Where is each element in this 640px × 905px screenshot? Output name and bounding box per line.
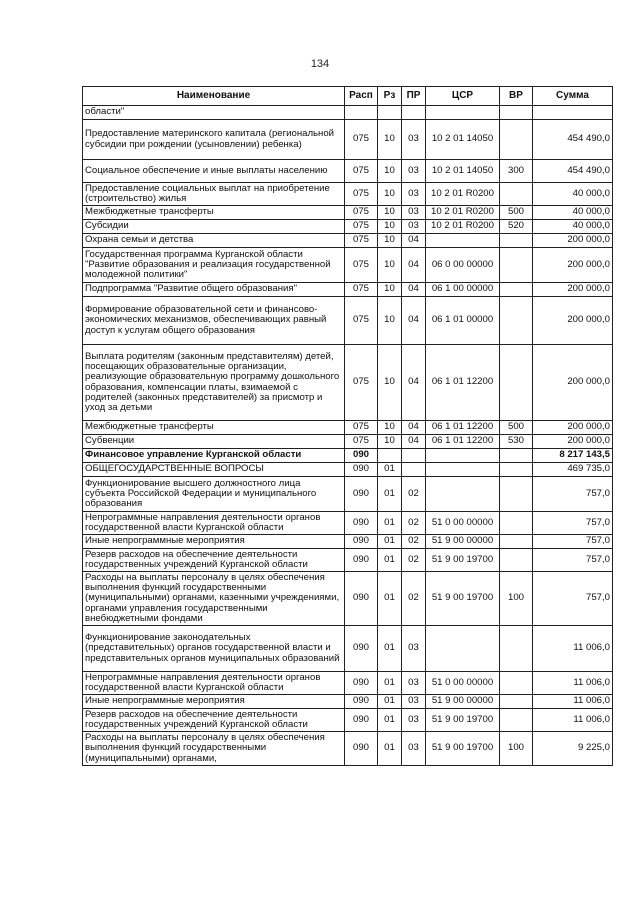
cell-csr (426, 477, 500, 512)
cell-vr (500, 297, 533, 345)
cell-sum: 40 000,0 (533, 183, 613, 206)
cell-rasp: 090 (345, 626, 378, 672)
cell-pr: 03 (402, 695, 426, 709)
cell-csr: 10 2 01 R0200 (426, 206, 500, 220)
table-row (83, 106, 613, 120)
cell-rasp: 075 (345, 234, 378, 248)
cell-rz: 10 (378, 297, 402, 345)
table-row (83, 283, 613, 297)
cell-name: Непрограммные направления деятельности органов государственной власти Курганской области (83, 512, 345, 535)
cell-pr: 03 (402, 120, 426, 160)
cell-csr: 06 1 00 00000 (426, 283, 500, 297)
cell-vr (500, 248, 533, 283)
cell-vr (500, 477, 533, 512)
cell-csr: 06 1 01 12200 (426, 421, 500, 435)
cell-vr: 530 (500, 435, 533, 449)
cell-csr: 51 9 00 19700 (426, 572, 500, 626)
cell-pr: 04 (402, 345, 426, 421)
cell-vr (500, 345, 533, 421)
cell-rasp: 090 (345, 672, 378, 695)
cell-vr (500, 672, 533, 695)
cell-name: Иные непрограммные мероприятия (83, 695, 345, 709)
cell-pr: 03 (402, 672, 426, 695)
cell-csr: 51 9 00 19700 (426, 549, 500, 572)
cell-name: ОБЩЕГОСУДАРСТВЕННЫЕ ВОПРОСЫ (83, 463, 345, 477)
cell-name: Охрана семьи и детства (83, 234, 345, 248)
cell-sum: 9 225,0 (533, 732, 613, 766)
cell-name: Финансовое управление Курганской области (83, 449, 345, 463)
cell-rz: 10 (378, 220, 402, 234)
cell-csr: 06 1 01 00000 (426, 297, 500, 345)
cell-rz: 10 (378, 183, 402, 206)
cell-pr: 03 (402, 732, 426, 766)
cell-csr: 10 2 01 R0200 (426, 220, 500, 234)
cell-name: Формирование образовательной сети и финансово-экономических механизмов, обеспечивающих равный доступ к услугам общего образования (83, 297, 345, 345)
cell-sum: 11 006,0 (533, 695, 613, 709)
cell-sum: 469 735,0 (533, 463, 613, 477)
cell-sum: 757,0 (533, 512, 613, 535)
cell-sum: 8 217 143,5 (533, 449, 613, 463)
cell-sum: 454 490,0 (533, 120, 613, 160)
cell-name: Социальное обеспечение и иные выплаты населению (83, 160, 345, 183)
cell-sum: 757,0 (533, 535, 613, 549)
header-rasp: Расп (345, 87, 378, 106)
cell-rz: 10 (378, 345, 402, 421)
cell-vr (500, 106, 533, 120)
cell-sum: 11 006,0 (533, 672, 613, 695)
cell-pr: 03 (402, 183, 426, 206)
table-row (83, 297, 613, 345)
cell-name: Резерв расходов на обеспечение деятельности государственных учреждений Курганской области (83, 709, 345, 732)
cell-sum: 200 000,0 (533, 248, 613, 283)
table-row (83, 626, 613, 672)
cell-pr: 02 (402, 535, 426, 549)
table-row (83, 449, 613, 463)
table-row (83, 512, 613, 535)
table-row (83, 549, 613, 572)
cell-rasp: 075 (345, 206, 378, 220)
cell-rz: 01 (378, 732, 402, 766)
cell-pr: 03 (402, 220, 426, 234)
cell-rasp: 090 (345, 572, 378, 626)
table-row (83, 695, 613, 709)
header-vr: ВР (500, 87, 533, 106)
cell-pr: 03 (402, 626, 426, 672)
table-header-row (83, 87, 613, 106)
cell-rasp: 090 (345, 512, 378, 535)
cell-pr (402, 449, 426, 463)
cell-rasp: 090 (345, 535, 378, 549)
cell-rasp (345, 106, 378, 120)
table-row (83, 248, 613, 283)
cell-rz: 01 (378, 709, 402, 732)
cell-sum (533, 106, 613, 120)
cell-rasp: 090 (345, 549, 378, 572)
cell-sum: 200 000,0 (533, 435, 613, 449)
cell-csr (426, 626, 500, 672)
cell-name: области" (83, 106, 345, 120)
cell-rasp: 090 (345, 463, 378, 477)
cell-rz: 10 (378, 160, 402, 183)
cell-rz: 10 (378, 421, 402, 435)
cell-pr: 02 (402, 477, 426, 512)
cell-rz: 01 (378, 477, 402, 512)
cell-rz: 01 (378, 463, 402, 477)
table-row (83, 477, 613, 512)
cell-pr: 02 (402, 512, 426, 535)
cell-pr: 03 (402, 206, 426, 220)
cell-vr: 100 (500, 732, 533, 766)
cell-sum: 40 000,0 (533, 206, 613, 220)
cell-vr (500, 183, 533, 206)
table-row (83, 206, 613, 220)
header-pr: ПР (402, 87, 426, 106)
cell-csr: 10 2 01 R0200 (426, 183, 500, 206)
cell-name: Расходы на выплаты персоналу в целях обеспечения выполнения функций государственными (муниципальными) органами, казенными учреждениями, органами управления государственными внебюджетными фондами (83, 572, 345, 626)
table-row (83, 345, 613, 421)
cell-csr: 10 2 01 14050 (426, 120, 500, 160)
cell-name: Резерв расходов на обеспечение деятельности государственных учреждений Курганской области (83, 549, 345, 572)
cell-rasp: 075 (345, 297, 378, 345)
cell-sum: 757,0 (533, 549, 613, 572)
table-row (83, 120, 613, 160)
table-row (83, 160, 613, 183)
cell-pr: 04 (402, 234, 426, 248)
cell-rz: 01 (378, 672, 402, 695)
cell-name: Расходы на выплаты персоналу в целях обеспечения выполнения функций государственными (муниципальными) органами, (83, 732, 345, 766)
cell-pr: 02 (402, 572, 426, 626)
header-rz: Рз (378, 87, 402, 106)
cell-pr: 04 (402, 248, 426, 283)
cell-rz: 01 (378, 572, 402, 626)
cell-name: Государственная программа Курганской области "Развитие образования и реализация государственной молодежной политики" (83, 248, 345, 283)
cell-pr: 04 (402, 435, 426, 449)
page-number: 134 (310, 58, 330, 70)
cell-pr (402, 106, 426, 120)
cell-sum: 200 000,0 (533, 297, 613, 345)
cell-vr: 500 (500, 421, 533, 435)
budget-table (82, 86, 613, 766)
cell-vr (500, 626, 533, 672)
cell-name: Субвенции (83, 435, 345, 449)
table-row (83, 572, 613, 626)
table-row (83, 421, 613, 435)
cell-vr: 100 (500, 572, 533, 626)
header-name: Наименование (83, 87, 345, 106)
cell-rz: 01 (378, 512, 402, 535)
cell-rasp: 075 (345, 435, 378, 449)
cell-csr: 51 9 00 00000 (426, 695, 500, 709)
cell-name: Предоставление материнского капитала (региональной субсидии при рождении (усыновлении) ребенка) (83, 120, 345, 160)
cell-sum: 40 000,0 (533, 220, 613, 234)
table-row (83, 672, 613, 695)
cell-name: Непрограммные направления деятельности органов государственной власти Курганской области (83, 672, 345, 695)
cell-csr: 06 1 01 12200 (426, 345, 500, 421)
cell-vr (500, 535, 533, 549)
cell-rasp: 090 (345, 709, 378, 732)
cell-sum: 454 490,0 (533, 160, 613, 183)
cell-csr: 51 0 00 00000 (426, 672, 500, 695)
cell-name: Функционирование законодательных (представительных) органов государственной власти и представительных органов муниципальных образований (83, 626, 345, 672)
cell-rz: 10 (378, 435, 402, 449)
cell-csr (426, 106, 500, 120)
cell-name: Субсидии (83, 220, 345, 234)
cell-rz: 10 (378, 120, 402, 160)
cell-vr: 300 (500, 160, 533, 183)
cell-rasp: 075 (345, 248, 378, 283)
table-row (83, 183, 613, 206)
cell-csr: 51 0 00 00000 (426, 512, 500, 535)
cell-sum: 11 006,0 (533, 626, 613, 672)
cell-rz: 01 (378, 626, 402, 672)
cell-rz: 10 (378, 206, 402, 220)
cell-rz: 10 (378, 283, 402, 297)
cell-sum: 757,0 (533, 572, 613, 626)
cell-name: Межбюджетные трансферты (83, 421, 345, 435)
cell-name: Межбюджетные трансферты (83, 206, 345, 220)
cell-vr (500, 512, 533, 535)
table-row (83, 220, 613, 234)
cell-rasp: 090 (345, 732, 378, 766)
cell-vr (500, 709, 533, 732)
cell-rasp: 090 (345, 477, 378, 512)
table-row (83, 535, 613, 549)
cell-csr (426, 234, 500, 248)
cell-pr (402, 463, 426, 477)
cell-rasp: 090 (345, 449, 378, 463)
cell-csr: 06 1 01 12200 (426, 435, 500, 449)
cell-pr: 03 (402, 709, 426, 732)
cell-csr: 51 9 00 19700 (426, 732, 500, 766)
cell-rasp: 075 (345, 421, 378, 435)
cell-pr: 02 (402, 549, 426, 572)
cell-sum: 757,0 (533, 477, 613, 512)
cell-rz (378, 106, 402, 120)
cell-name: Предоставление социальных выплат на приобретение (строительство) жилья (83, 183, 345, 206)
cell-vr (500, 234, 533, 248)
cell-rz: 10 (378, 234, 402, 248)
table-row (83, 732, 613, 766)
cell-name: Иные непрограммные мероприятия (83, 535, 345, 549)
cell-rasp: 090 (345, 695, 378, 709)
cell-csr (426, 463, 500, 477)
table-row (83, 435, 613, 449)
cell-rasp: 075 (345, 183, 378, 206)
table-row (83, 234, 613, 248)
cell-vr (500, 449, 533, 463)
cell-rz: 01 (378, 549, 402, 572)
cell-rz: 01 (378, 535, 402, 549)
cell-vr (500, 695, 533, 709)
cell-pr: 04 (402, 283, 426, 297)
cell-csr: 51 9 00 00000 (426, 535, 500, 549)
cell-sum: 200 000,0 (533, 283, 613, 297)
cell-pr: 04 (402, 297, 426, 345)
table-row (83, 463, 613, 477)
cell-sum: 200 000,0 (533, 345, 613, 421)
cell-csr: 06 0 00 00000 (426, 248, 500, 283)
cell-rasp: 075 (345, 220, 378, 234)
cell-rasp: 075 (345, 283, 378, 297)
cell-rz: 01 (378, 695, 402, 709)
cell-sum: 200 000,0 (533, 234, 613, 248)
cell-rz (378, 449, 402, 463)
cell-name: Выплата родителям (законным представителям) детей, посещающих образовательные организации, реализующие образовательную программу дошкольного образования, компенсации платы, взимаемой с родителей (законных представителей) за присмотр и уход за детьми (83, 345, 345, 421)
cell-pr: 03 (402, 160, 426, 183)
cell-pr: 04 (402, 421, 426, 435)
cell-csr: 51 9 00 19700 (426, 709, 500, 732)
cell-rz: 10 (378, 248, 402, 283)
cell-vr: 500 (500, 206, 533, 220)
header-csr: ЦСР (426, 87, 500, 106)
cell-vr (500, 283, 533, 297)
cell-csr: 10 2 01 14050 (426, 160, 500, 183)
cell-name: Функционирование высшего должностного лица субъекта Российской Федерации и муниципального образования (83, 477, 345, 512)
cell-csr (426, 449, 500, 463)
cell-vr (500, 120, 533, 160)
cell-name: Подпрограмма "Развитие общего образования" (83, 283, 345, 297)
cell-rasp: 075 (345, 345, 378, 421)
cell-sum: 200 000,0 (533, 421, 613, 435)
cell-rasp: 075 (345, 120, 378, 160)
table-row (83, 709, 613, 732)
cell-vr (500, 463, 533, 477)
cell-vr (500, 549, 533, 572)
cell-sum: 11 006,0 (533, 709, 613, 732)
cell-rasp: 075 (345, 160, 378, 183)
header-sum: Сумма (533, 87, 613, 106)
cell-vr: 520 (500, 220, 533, 234)
